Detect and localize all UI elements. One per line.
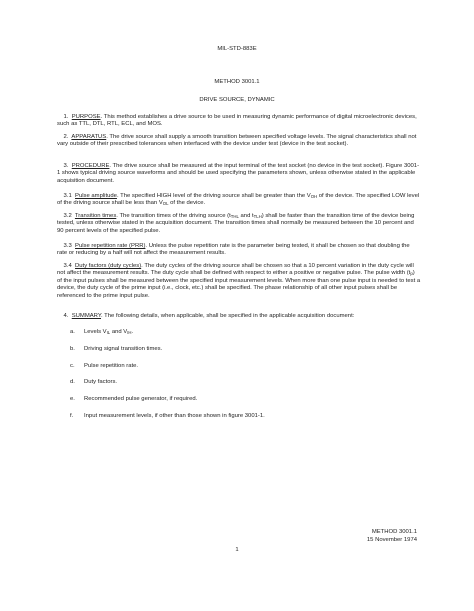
section-text: . The specified HIGH level of the driving source shall be greater than the V [116, 193, 311, 199]
section-text: and t [238, 213, 254, 219]
method-number: METHOD 3001.1 [214, 79, 260, 85]
subscript: p [410, 271, 413, 277]
list-item-text: Recommended pulse generator, if required. [84, 396, 198, 402]
list-item [70, 413, 265, 420]
section-heading: Transition times [74, 213, 117, 219]
section-procedure [57, 163, 421, 185]
list-item [70, 363, 138, 370]
list-item-label: a. [70, 329, 75, 335]
section-number: 3. [63, 163, 69, 169]
section-heading: PURPOSE [71, 114, 101, 120]
section-pulse-amplitude [57, 193, 421, 208]
section-text: ) of the input pulses shall be measured between the specified input measurement levels. When more than one pulse input is needed to test a device, the duty cycle of the prime input (i.e., clock, etc.) shall be specified. The phase relationship of all other input pulses shall be referenced to the prime input pulse. [57, 270, 421, 299]
footer-date: 15 November 1974 [366, 537, 417, 543]
list-item-label: c. [70, 363, 75, 369]
subscript: IH [127, 330, 132, 335]
section-text: . This method establishes a drive source to be used in measuring dynamic performance of digital microelectronic devices, such as TTL, DTL, RTL, ECL, and MOS. [57, 114, 417, 128]
subscript: THL [230, 214, 239, 219]
section-text: . The drive source shall be measured at the input terminal of the test socket (no device in the test socket). Figure 3001-1 shows typical driving source waveforms and should be used specifying the parameters shown, unless otherwise stated in the applicable acquisition document. [57, 163, 420, 184]
section-heading: PROCEDURE [71, 163, 110, 169]
section-heading: Pulse repetition rate (PRR) [75, 243, 146, 249]
section-summary [57, 313, 421, 320]
section-pulse-repetition-rate [57, 243, 421, 258]
footer-method: METHOD 3001.1 [371, 529, 417, 535]
list-item-text: Input measurement levels, if other than those shown in figure 3001-1. [84, 413, 265, 419]
document-id: MIL-STD-883E [217, 46, 257, 52]
section-number: 2. [63, 134, 69, 140]
section-heading: Duty factors (duty cycles) [75, 263, 142, 269]
list-item-text: Duty factors. [84, 379, 118, 385]
section-number: 3.3 [63, 243, 72, 249]
list-item [70, 396, 197, 403]
subscript: TLH [253, 214, 262, 219]
section-text: . The transition times of the driving source (t [116, 213, 231, 219]
section-number: 3.4 [63, 263, 72, 269]
section-number: 1. [63, 114, 69, 120]
list-item [70, 329, 133, 336]
section-number: 3.1 [63, 193, 72, 199]
list-item-label: d. [70, 379, 75, 385]
section-apparatus [57, 134, 421, 149]
section-heading: Pulse amplitude [75, 193, 117, 199]
list-item-label: f. [70, 413, 74, 419]
list-item-label: b. [70, 346, 75, 352]
section-text: of the device. The specified LOW level of the driving source shall be less than V [57, 193, 420, 207]
section-text: ) shall be faster than the transition time of the device being tested, unless otherwise stated in the acquisition document. The transition times shall normally be measured between the 10 percent and 90 percent levels of the specified pulse. [57, 213, 415, 234]
page-number: 1 [235, 547, 239, 553]
section-heading: APPARATUS [71, 134, 107, 140]
section-transition-times [57, 213, 421, 235]
list-item-text: . [131, 329, 134, 335]
list-item-label: e. [70, 396, 75, 402]
method-title: DRIVE SOURCE, DYNAMIC [199, 97, 275, 103]
list-item-text: Pulse repetition rate. [84, 363, 139, 369]
section-text: . The duty cycles of the driving source shall be chosen so that a 10 percent variation in the duty cycle will not affect the measurement results. The duty cycle shall be defined with respect to either a positive or negative pulse. The pulse width (t [57, 263, 414, 277]
section-text: of the device. [168, 200, 206, 207]
list-item-text: and V [110, 329, 128, 335]
subscript: IL [106, 330, 111, 335]
section-number: 4. [63, 313, 69, 319]
list-item-text: Driving signal transition times. [84, 346, 163, 352]
list-item [70, 379, 117, 386]
list-item-text: Levels V [84, 329, 107, 335]
section-duty-factors [57, 263, 421, 300]
section-text: . The following details, when applicable, shall be specified in the applicable acquisition document: [101, 313, 355, 319]
section-text: . The drive source shall supply a smooth transition between specified voltage levels. The signal characteristics shall not vary outside of their prescribed tolerances when interfaced with the device under test (device in the test socket). [57, 134, 417, 148]
section-heading: SUMMARY [71, 313, 101, 319]
section-purpose [57, 114, 421, 129]
subscript: OL [162, 201, 169, 207]
section-text: . Unless the pulse repetition rate is the parameter being tested, it shall be chosen so that doubling the rate or reducing by a half will not affect the measurement results. [57, 243, 410, 257]
subscript: OH [310, 194, 318, 199]
section-number: 3.2 [63, 213, 72, 219]
list-item [70, 346, 162, 353]
